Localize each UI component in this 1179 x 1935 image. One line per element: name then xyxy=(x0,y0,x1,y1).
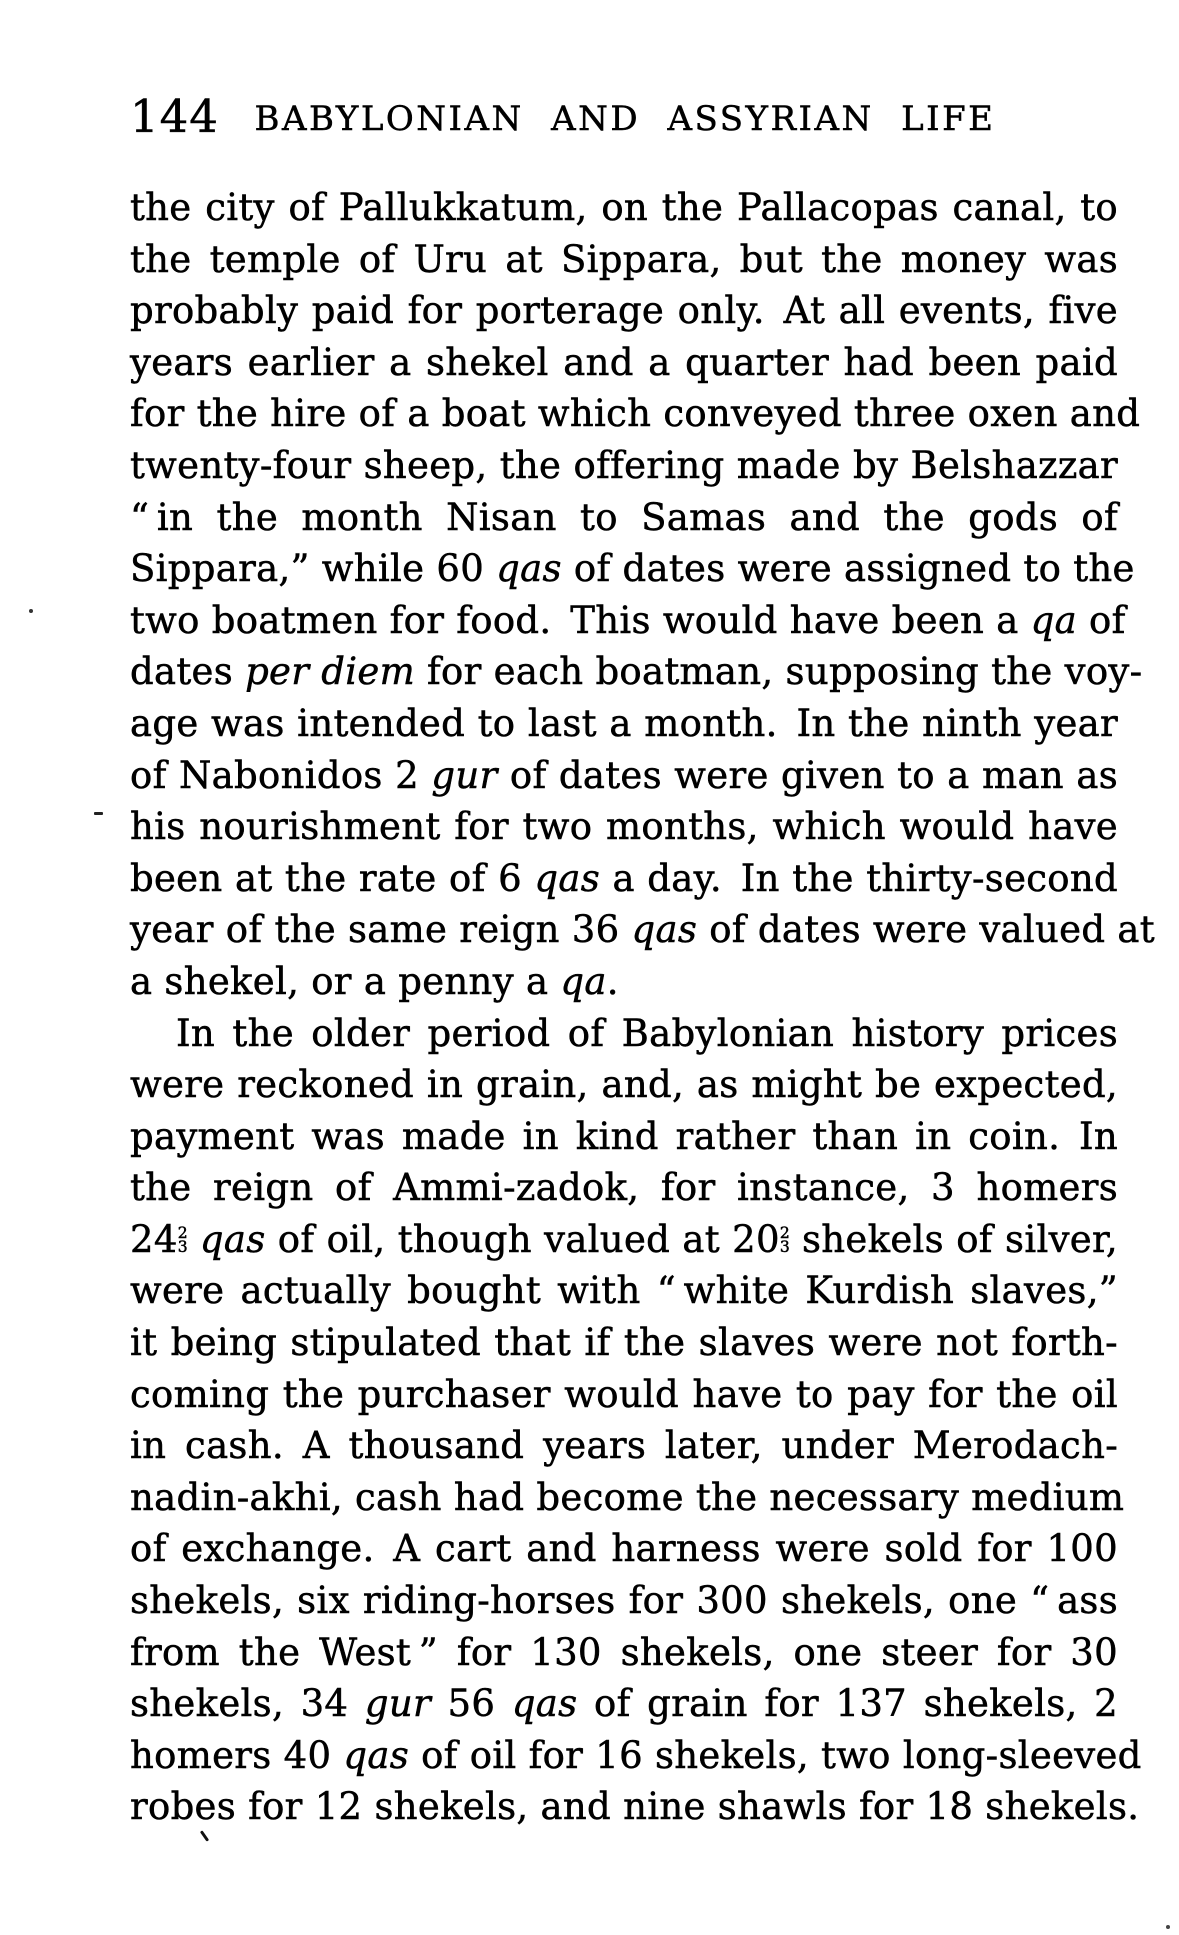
text-line: it being stipulated that if the slaves were not forth- xyxy=(130,1321,1118,1365)
text-line: shekels, six riding-horses for 300 shekels, one “ ass xyxy=(130,1579,1118,1623)
text-line: payment was made in kind rather than in coin. In xyxy=(130,1114,1118,1158)
text-line: robes for 12 shekels, and nine shawls for 18 shekels. xyxy=(130,1785,1140,1829)
text-line: dates per diem for each boatman, supposing the voy- xyxy=(130,650,1143,694)
text-line: his nourishment for two months, which would have xyxy=(130,805,1118,849)
stacked-fraction: 2 3 xyxy=(177,1224,188,1257)
text-line: two boatmen for food. This would have been a qa of xyxy=(130,598,1126,642)
ink-speck xyxy=(94,812,103,815)
text-line: a shekel, or a penny a qa. xyxy=(130,959,619,1003)
text-line: year of the same reign 36 qas of dates were valued at xyxy=(130,908,1155,952)
text-line: of exchange. A cart and harness were sold for 100 xyxy=(130,1527,1118,1571)
page-number: 144 xyxy=(130,90,219,143)
text-line: 24 2 3 qas of oil, though valued at 20 2 3 shekels of silver, xyxy=(130,1217,1118,1261)
text-line: probably paid for porterage only. At all events, five xyxy=(130,289,1118,333)
text-line: been at the rate of 6 qas a day. In the thirty-second xyxy=(130,856,1118,900)
text-line: Sippara,” while 60 qas of dates were assigned to the xyxy=(130,547,1135,591)
text-line: nadin-akhi, cash had become the necessary medium xyxy=(130,1475,1125,1519)
page-header xyxy=(130,92,1120,142)
ink-speck xyxy=(1166,1925,1170,1929)
text-line: homers 40 qas of oil for 16 shekels, two long-sleeved xyxy=(130,1733,1142,1777)
text-line: In the older period of Babylonian history prices xyxy=(176,1011,1118,1055)
text-line: the temple of Uru at Sippara, but the money was xyxy=(130,237,1118,281)
text-line: years earlier a shekel and a quarter had been paid xyxy=(130,340,1118,384)
text-line: were reckoned in grain, and, as might be expected, xyxy=(130,1063,1118,1107)
text-line: for the hire of a boat which conveyed three oxen and xyxy=(130,392,1141,436)
stacked-fraction: 2 3 xyxy=(779,1224,790,1257)
text-line: were actually bought with “ white Kurdish slaves,” xyxy=(130,1269,1118,1313)
body-text xyxy=(130,182,1155,1833)
text-line: coming the purchaser would have to pay for the oil xyxy=(130,1372,1118,1416)
text-line: shekels, 34 gur 56 qas of grain for 137 shekels, 2 xyxy=(130,1682,1119,1726)
text-line: “ in the month Nisan to Samas and the gods of xyxy=(130,495,1118,539)
text-line: from the West ” for 130 shekels, one steer for 30 xyxy=(130,1630,1118,1674)
text-line: twenty-four sheep, the offering made by Belshazzar xyxy=(130,443,1118,487)
ink-speck xyxy=(29,609,33,613)
text-line: the reign of Ammi-zadok, for instance, 3 homers xyxy=(130,1166,1118,1210)
text-line: in cash. A thousand years later, under Merodach- xyxy=(130,1424,1118,1468)
text-line: of Nabonidos 2 gur of dates were given to a man as xyxy=(130,753,1118,797)
text-line: the city of Pallukkatum, on the Pallacopas canal, to xyxy=(130,186,1118,229)
text-line: age was intended to last a month. In the ninth year xyxy=(130,701,1118,745)
running-title: BABYLONIAN AND ASSYRIAN LIFE xyxy=(254,99,996,139)
